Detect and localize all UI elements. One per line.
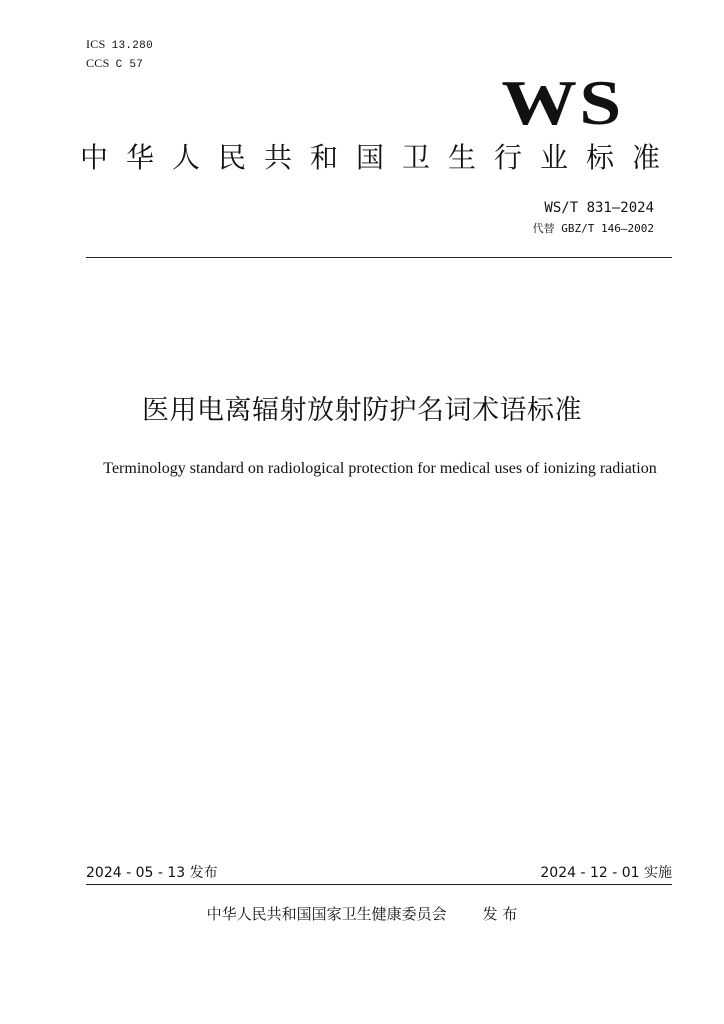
ccs-classification [86, 56, 143, 72]
issuer-organization: 中华人民共和国国家卫生健康委员会 [206, 905, 447, 923]
implementation-date: 2024 - 12 - 01 实施 [540, 865, 672, 881]
ics-classification [86, 37, 153, 53]
issuer-line [0, 903, 724, 925]
national-standard-heading: 中华人民共和国卫生行业标准 [80, 141, 679, 174]
replaces-standard: 代替 GBZ/T 146—2002 [532, 222, 654, 235]
issue-date: 2024 - 05 - 13 发布 [86, 865, 218, 881]
ccs-code: C 57 [115, 59, 144, 71]
ics-code: 13.280 [111, 40, 153, 52]
ccs-label: CCS [86, 56, 110, 70]
ws-logo: WS [501, 67, 624, 138]
title-english: Terminology standard on radiological protection for medical uses of ionizing radiation [103, 460, 657, 477]
issuer-action: 发 布 [482, 905, 518, 923]
title-chinese: 医用电离辐射放射防护名词术语标准 [142, 395, 582, 426]
bottom-divider [86, 884, 672, 885]
top-divider [86, 257, 672, 258]
ics-label: ICS [86, 37, 106, 51]
standard-number: WS/T 831—2024 [544, 200, 654, 216]
